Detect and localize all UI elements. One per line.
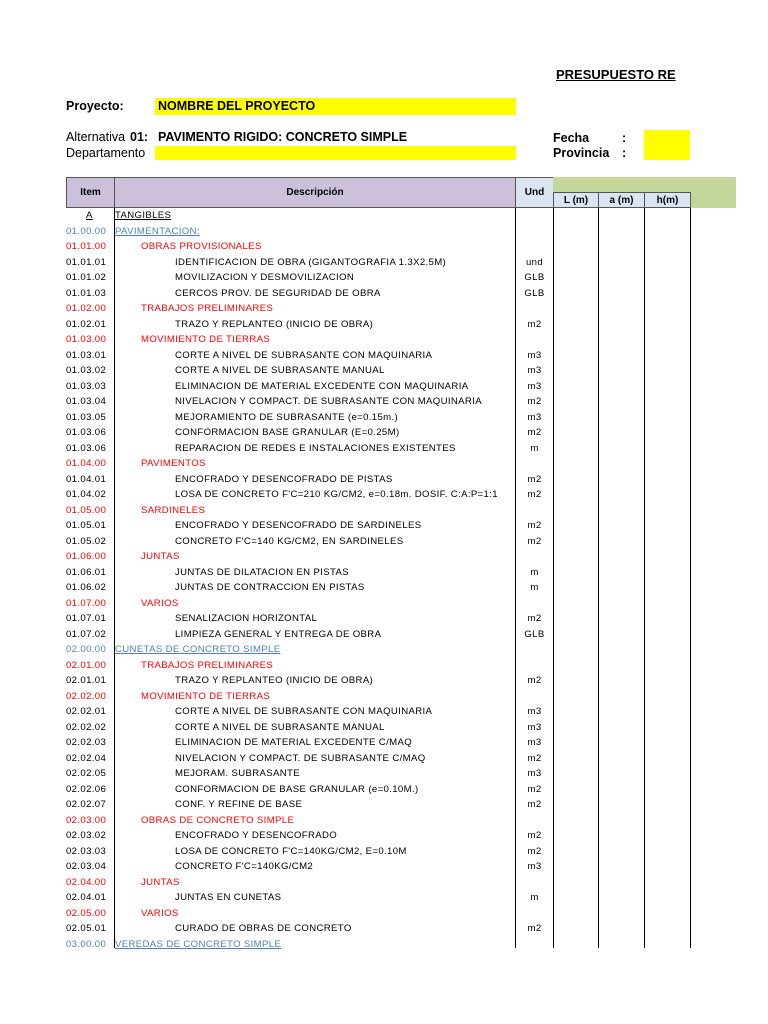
table-row[interactable]	[0, 798, 768, 814]
row-description: OBRAS DE CONCRETO SIMPLE	[141, 814, 295, 826]
row-description: IDENTIFICACION DE OBRA (GIGANTOGRAFIA 1.3X2.5M)	[175, 256, 447, 268]
provincia-label: Provincia	[553, 146, 610, 160]
column-header-und: Und	[515, 177, 554, 208]
table-row[interactable]	[0, 674, 768, 690]
table-row[interactable]	[0, 752, 768, 768]
row-item-code: 01.05.02	[66, 535, 107, 547]
row-unit: m3	[527, 737, 542, 748]
row-item-code: 02.03.03	[66, 845, 107, 857]
row-item-code: 01.07.01	[66, 613, 107, 624]
row-description: CURADO DE OBRAS DE CONCRETO	[175, 923, 352, 934]
row-unit: m2	[527, 845, 542, 857]
table-row[interactable]	[0, 876, 768, 892]
row-item-code: 01.04.02	[66, 489, 107, 500]
alternativa-number: 01:	[130, 130, 149, 144]
row-unit: und	[525, 256, 544, 268]
table-row[interactable]	[0, 566, 768, 582]
row-item-code: A	[86, 210, 93, 221]
table-row[interactable]	[0, 938, 768, 954]
table-row[interactable]	[0, 814, 768, 830]
fecha-colon: :	[622, 131, 627, 145]
row-description: NIVELACION Y COMPACT. DE SUBRASANTE CON MAQUINARIA	[175, 396, 482, 407]
row-description: CORTE A NIVEL DE SUBRASANTE MANUAL	[175, 721, 385, 733]
table-row[interactable]	[0, 380, 768, 396]
row-description: LOSA DE CONCRETO F'C=140KG/CM2, E=0.10M	[175, 845, 407, 857]
row-item-code: 01.07.00	[66, 597, 107, 609]
proyecto-value: NOMBRE DEL PROYECTO	[158, 99, 316, 113]
row-item-code: 02.03.04	[66, 861, 107, 872]
row-description: PAVIMENTOS	[141, 458, 206, 469]
row-description: CUNETAS DE CONCRETO SIMPLE	[115, 644, 281, 655]
row-description: VARIOS	[141, 597, 179, 609]
row-item-code: 02.05.01	[66, 923, 107, 934]
table-row[interactable]	[0, 349, 768, 365]
row-unit: GLB	[524, 287, 545, 299]
row-item-code: 02.00.00	[66, 644, 107, 655]
column-header-a: a (m)	[598, 192, 645, 208]
row-item-code: 01.06.01	[66, 566, 107, 578]
table-row[interactable]	[0, 271, 768, 287]
row-description: TRABAJOS PRELIMINARES	[141, 659, 274, 671]
row-description: JUNTAS EN CUNETAS	[175, 892, 282, 903]
table-row[interactable]	[0, 225, 768, 241]
table-row[interactable]	[0, 333, 768, 349]
table-row[interactable]	[0, 891, 768, 907]
row-description: CONCRETO F'C=140 KG/CM2, EN SARDINELES	[175, 535, 404, 547]
row-description: TANGIBLES	[115, 210, 172, 221]
row-description: LOSA DE CONCRETO F'C=210 KG/CM2, e=0.18m. DOSIF. C:A:P=1:1	[175, 489, 498, 500]
row-unit: m3	[527, 365, 542, 376]
row-unit: m3	[527, 706, 542, 717]
table-row[interactable]	[0, 395, 768, 411]
row-description: CONFORMACION BASE GRANULAR (E=0.25M)	[175, 427, 400, 438]
row-item-code: 02.02.00	[66, 690, 107, 702]
row-description: CORTE A NIVEL DE SUBRASANTE CON MAQUINARIA	[175, 706, 433, 717]
fecha-label: Fecha	[553, 131, 590, 145]
table-row[interactable]	[0, 643, 768, 659]
row-description: ENCOFRADO Y DESENCOFRADO DE SARDINELES	[175, 520, 422, 531]
table-row[interactable]	[0, 581, 768, 597]
table-row[interactable]	[0, 845, 768, 861]
row-description: TRABAJOS PRELIMINARES	[141, 303, 274, 314]
row-description: JUNTAS	[141, 876, 180, 888]
table-row[interactable]	[0, 628, 768, 644]
row-unit: m2	[527, 520, 542, 531]
table-row[interactable]	[0, 457, 768, 473]
table-row[interactable]	[0, 442, 768, 458]
column-header-item: Item	[66, 177, 115, 208]
row-unit: m2	[527, 923, 542, 934]
row-description: MOVIMIENTO DE TIERRAS	[141, 690, 271, 702]
row-unit: m2	[527, 535, 542, 547]
row-item-code: 01.01.01	[66, 256, 107, 268]
row-description: CORTE A NIVEL DE SUBRASANTE MANUAL	[175, 365, 385, 376]
budget-table-body	[0, 209, 768, 953]
row-item-code: 01.03.04	[66, 396, 107, 407]
table-row[interactable]	[0, 411, 768, 427]
row-description: NIVELACION Y COMPACT. DE SUBRASANTE C/MAQ	[175, 752, 426, 764]
proyecto-label: Proyecto:	[66, 99, 124, 113]
row-item-code: 02.04.00	[66, 876, 107, 888]
row-unit: m2	[527, 489, 542, 500]
row-description: ENCOFRADO Y DESENCOFRADO DE PISTAS	[175, 473, 393, 485]
row-description: ELIMINACION DE MATERIAL EXCEDENTE C/MAQ	[175, 737, 413, 748]
row-item-code: 01.02.00	[66, 303, 107, 314]
table-row[interactable]	[0, 721, 768, 737]
row-item-code: 02.02.04	[66, 752, 107, 764]
row-unit: m2	[527, 675, 542, 686]
row-description: CONFORMACION DE BASE GRANULAR (e=0.10M.)	[175, 783, 419, 795]
row-unit: m3	[527, 861, 542, 872]
column-header-l: L (m)	[553, 192, 599, 208]
row-unit: m2	[527, 752, 542, 764]
table-row[interactable]	[0, 736, 768, 752]
row-description: CORTE A NIVEL DE SUBRASANTE CON MAQUINARIA	[175, 349, 433, 361]
row-item-code: 02.01.01	[66, 675, 107, 686]
column-header-descripcion: Descripción	[114, 177, 516, 208]
row-unit: m2	[527, 783, 542, 795]
row-unit: m	[530, 442, 539, 454]
row-unit: m2	[527, 830, 542, 841]
departamento-label: Departamento	[66, 146, 146, 160]
row-item-code: 01.05.01	[66, 520, 107, 531]
row-unit: m3	[527, 349, 542, 361]
row-unit: m2	[527, 473, 542, 485]
row-unit: m	[530, 892, 539, 903]
row-item-code: 01.03.01	[66, 349, 107, 361]
row-description: VARIOS	[141, 907, 179, 919]
row-description: JUNTAS DE CONTRACCION EN PISTAS	[175, 582, 365, 593]
row-item-code: 01.05.00	[66, 504, 107, 516]
row-description: JUNTAS DE DILATACION EN PISTAS	[175, 566, 349, 578]
row-description: ELIMINACION DE MATERIAL EXCEDENTE CON MAQUINARIA	[175, 380, 469, 392]
row-unit: m3	[527, 411, 542, 423]
row-unit: GLB	[524, 272, 545, 283]
row-description: SENALIZACION HORIZONTAL	[175, 613, 318, 624]
row-unit: m	[530, 582, 539, 593]
row-item-code: 02.02.05	[66, 768, 107, 779]
row-unit: m2	[527, 613, 542, 624]
row-description: CONCRETO F'C=140KG/CM2	[175, 861, 314, 872]
row-description: VEREDAS DE CONCRETO SIMPLE	[115, 938, 282, 950]
row-item-code: 01.04.00	[66, 458, 107, 469]
row-unit: m3	[527, 721, 542, 733]
row-description: PAVIMENTACION:	[115, 225, 200, 237]
row-description: CONF. Y REFINE DE BASE	[175, 799, 303, 810]
row-item-code: 01.03.02	[66, 365, 107, 376]
page-title: PRESUPUESTO RE	[556, 67, 676, 82]
row-item-code: 02.02.03	[66, 737, 107, 748]
row-description: MEJORAM. SUBRASANTE	[175, 768, 300, 779]
row-unit: m3	[527, 380, 542, 392]
table-row[interactable]	[0, 240, 768, 256]
table-row[interactable]	[0, 256, 768, 272]
alternativa-label: Alternativa	[66, 130, 126, 144]
row-item-code: 01.06.02	[66, 582, 107, 593]
row-description: SARDINELES	[141, 504, 206, 516]
row-unit: m	[530, 566, 539, 578]
row-item-code: 01.01.02	[66, 272, 107, 283]
row-item-code: 02.05.00	[66, 907, 107, 919]
table-row[interactable]	[0, 597, 768, 613]
table-row[interactable]	[0, 488, 768, 504]
row-item-code: 02.02.01	[66, 706, 107, 717]
table-row[interactable]	[0, 612, 768, 628]
provincia-colon: :	[622, 146, 627, 160]
table-row[interactable]	[0, 767, 768, 783]
row-description: JUNTAS	[141, 551, 180, 562]
table-row[interactable]	[0, 302, 768, 318]
row-item-code: 01.06.00	[66, 551, 107, 562]
row-unit: m2	[527, 427, 542, 438]
table-row[interactable]	[0, 907, 768, 923]
table-row[interactable]	[0, 209, 768, 225]
row-item-code: 01.01.03	[66, 287, 107, 299]
row-description: MOVIMIENTO DE TIERRAS	[141, 334, 271, 345]
row-item-code: 01.02.01	[66, 318, 107, 330]
table-row[interactable]	[0, 705, 768, 721]
alternativa-value: PAVIMENTO RIGIDO: CONCRETO SIMPLE	[158, 130, 408, 144]
table-row[interactable]	[0, 783, 768, 799]
table-row[interactable]	[0, 829, 768, 845]
row-item-code: 02.01.00	[66, 659, 107, 671]
row-unit: m2	[527, 318, 542, 330]
row-item-code: 02.02.07	[66, 799, 107, 810]
row-description: OBRAS PROVISIONALES	[141, 241, 262, 252]
row-item-code: 02.04.01	[66, 892, 107, 903]
row-description: CERCOS PROV. DE SEGURIDAD DE OBRA	[175, 287, 381, 299]
row-item-code: 01.03.05	[66, 411, 107, 423]
row-item-code: 01.03.06	[66, 442, 107, 454]
row-description: TRAZO Y REPLANTEO (INICIO DE OBRA)	[175, 318, 374, 330]
table-row[interactable]	[0, 690, 768, 706]
proyecto-field[interactable]	[155, 98, 516, 115]
table-row[interactable]	[0, 473, 768, 489]
table-row[interactable]	[0, 860, 768, 876]
row-item-code: 01.07.02	[66, 628, 107, 640]
row-description: MEJORAMIENTO DE SUBRASANTE (e=0.15m.)	[175, 411, 399, 423]
row-unit: m3	[527, 768, 542, 779]
fecha-field[interactable]	[644, 130, 690, 160]
metrado-header-extension	[690, 177, 736, 208]
table-row[interactable]	[0, 504, 768, 520]
table-row[interactable]	[0, 535, 768, 551]
table-row[interactable]	[0, 550, 768, 566]
table-row[interactable]	[0, 318, 768, 334]
row-description: LIMPIEZA GENERAL Y ENTREGA DE OBRA	[175, 628, 382, 640]
row-item-code: 01.00.00	[66, 225, 107, 237]
row-description: REPARACION DE REDES E INSTALACIONES EXISTENTES	[175, 442, 456, 454]
table-row[interactable]	[0, 922, 768, 938]
row-item-code: 01.03.06	[66, 427, 107, 438]
row-item-code: 01.04.01	[66, 473, 107, 485]
row-item-code: 01.03.03	[66, 380, 107, 392]
row-unit: GLB	[524, 628, 545, 640]
row-item-code: 01.01.00	[66, 241, 107, 252]
row-item-code: 03.00.00	[66, 938, 107, 950]
row-item-code: 02.02.02	[66, 721, 107, 733]
table-row[interactable]	[0, 659, 768, 675]
row-item-code: 01.03.00	[66, 334, 107, 345]
row-description: TRAZO Y REPLANTEO (INICIO DE OBRA)	[175, 675, 374, 686]
row-description: ENCOFRADO Y DESENCOFRADO	[175, 830, 338, 841]
table-row[interactable]	[0, 519, 768, 535]
column-header-h: h(m)	[644, 192, 691, 208]
row-item-code: 02.02.06	[66, 783, 107, 795]
row-unit: m2	[527, 396, 542, 407]
row-item-code: 02.03.02	[66, 830, 107, 841]
row-description: MOVILIZACION Y DESMOVILIZACION	[175, 272, 355, 283]
departamento-field[interactable]	[155, 146, 516, 160]
row-item-code: 02.03.00	[66, 814, 107, 826]
table-row[interactable]	[0, 287, 768, 303]
table-row[interactable]	[0, 426, 768, 442]
row-unit: m2	[527, 799, 542, 810]
table-row[interactable]	[0, 364, 768, 380]
